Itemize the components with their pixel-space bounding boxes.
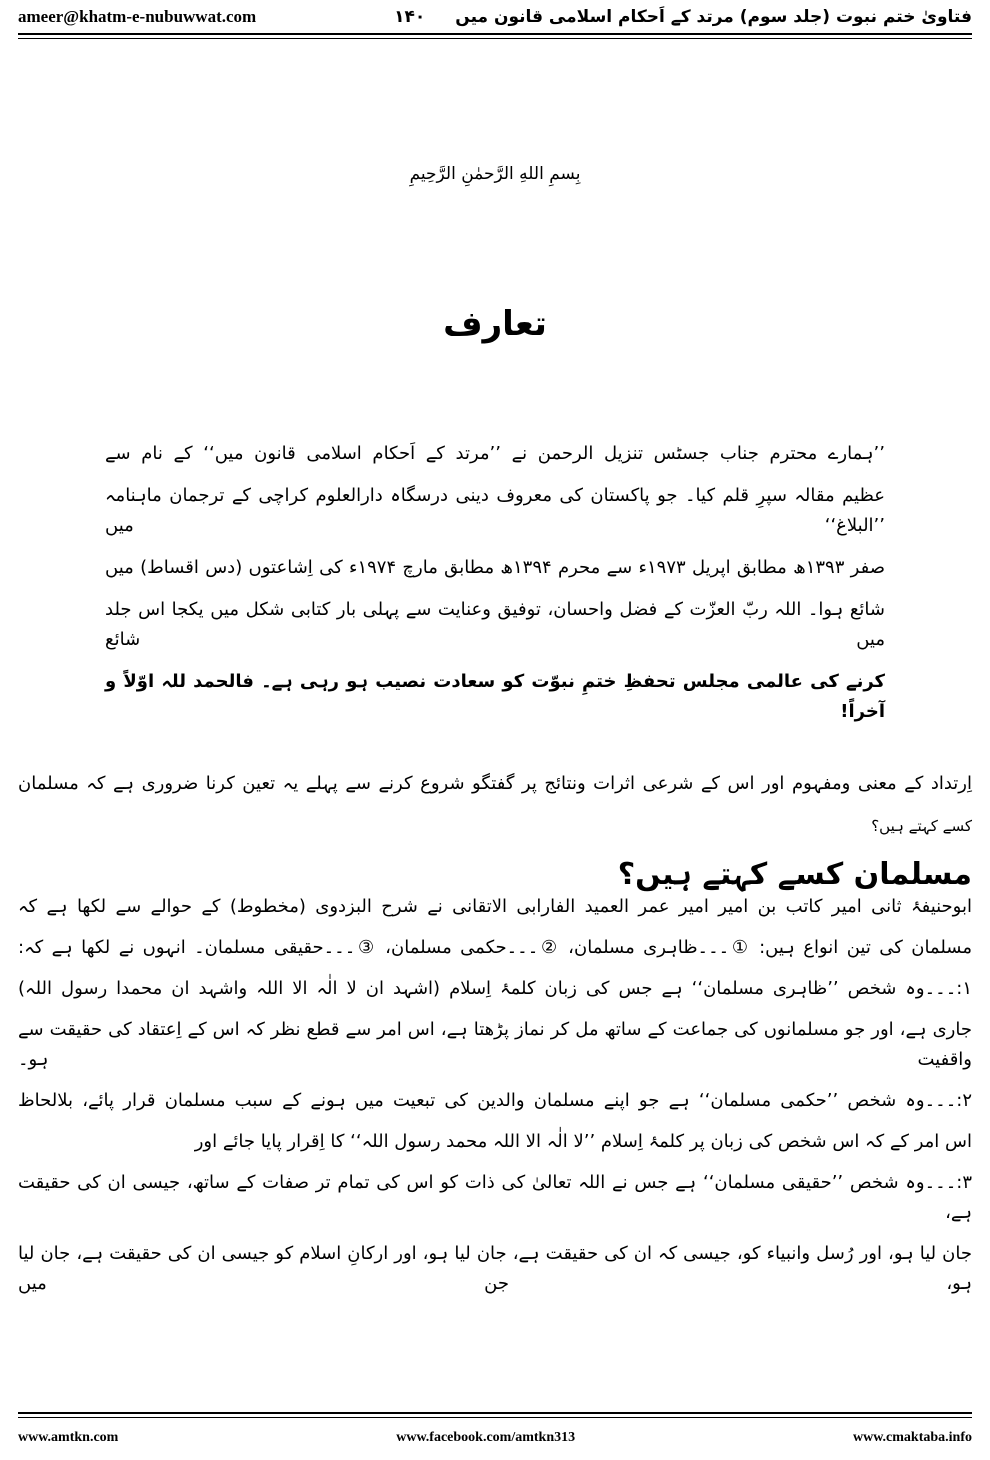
page-number: ۱۴۰	[394, 7, 426, 27]
intro-line: شائع ہوا۔ اللہ ربّ العزّت کے فضل واحسان، توفیق وعنایت سے پہلی بار کتابی شکل میں یکجا اس جلد میں شائع	[105, 599, 885, 650]
page-header	[18, 0, 972, 27]
body-line: ۳:۔۔۔وہ شخص ’’حقیقی مسلمان‘‘ ہے جس نے اللہ تعالیٰ کی ذات کو اس کی تمام تر صفات کے ساتھ، جیسی ان کی حقیقت ہے،	[18, 1172, 972, 1223]
body-line: ۲:۔۔۔وہ شخص ’’حکمی مسلمان‘‘ ہے جو اپنے مسلمان والدین کی تبعیت میں ہونے کے سبب مسلمان قرار پائے، بلالحاظ	[18, 1090, 972, 1111]
body-line: ابوحنیفۂ ثانی امیر کاتب بن امیر امیر عمر العمید الفارابی الاتقانی نے شرح البزدوی (مخطوط) کے حوالے سے لکھا ہے کہ	[18, 896, 972, 917]
body-line: ۱:۔۔۔وہ شخص ’’ظاہری مسلمان‘‘ ہے جس کی زبان کلمۂ اِسلام (اشہد ان لا الٰہ الا اللہ واشہد ان محمدا رسول اللہ)	[18, 978, 972, 999]
intro-line: صفر ۱۳۹۳ھ مطابق اپریل ۱۹۷۳ء سے محرم ۱۳۹۴ھ مطابق مارچ ۱۹۷۴ء کی اِشاعتوں (دس اقساط) میں	[105, 557, 885, 578]
body-line: مسلمان کی تین انواع ہیں: ①۔۔۔ظاہری مسلمان، ②۔۔۔حکمی مسلمان، ③۔۔۔حقیقی مسلمان۔ انہوں نے لکھا ہے کہ:	[18, 937, 972, 958]
bismillah: بِسمِ اللهِ الرَّحمٰنِ الرَّحِیمِ	[409, 164, 581, 184]
intro-line: ’’ہمارے محترم جناب جسٹس تنزیل الرحمن نے ’’مرتد کے اَحکام اسلامی قانون میں‘‘ کے نام سے	[105, 443, 885, 464]
paragraph	[18, 769, 972, 853]
paragraph-line: اِرتداد کے معنی ومفہوم اور اس کے شرعی اثرات ونتائج پر گفتگو شروع کرنے سے پہلے یہ تعین کرنا ضروری ہے کہ مسلمان	[18, 773, 972, 794]
book-title: فتاویٰ ختم نبوت (جلد سوم) مرتد کے اَحکام اسلامی قانون میں	[455, 7, 972, 27]
footer-link-amtkn[interactable]: www.amtkn.com	[18, 1430, 119, 1445]
body-line: اس امر کے کہ اس شخص کی زبان پر کلمۂ اِسلام ’’لا الٰہ الا اللہ محمد رسول اللہ‘‘ کا اِقرار پایا جائے اور	[194, 1131, 972, 1152]
footer-link-facebook[interactable]: www.facebook.com/amtkn313	[396, 1430, 576, 1445]
page-footer	[18, 1406, 972, 1460]
paragraph-line: کسے کہتے ہیں؟	[871, 817, 972, 835]
footer-rule	[18, 1412, 972, 1414]
body-line: جاری ہے، اور جو مسلمانوں کی جماعت کے ساتھ مل کر نماز پڑھتا ہے، اس امر سے قطع نظر کہ اس کے اِعتقاد کی حقیقت سے واقفیت ہو۔	[18, 1019, 972, 1070]
header-email: ameer@khatm-e-nubuwwat.com	[18, 7, 257, 26]
header-rule	[18, 33, 972, 35]
footer-link-cmaktaba[interactable]: www.cmaktaba.info	[852, 1430, 972, 1445]
footer-rule-thin	[18, 1417, 972, 1418]
section-heading: مسلمان کسے کہتے ہیں؟	[617, 857, 972, 892]
header-title-group	[394, 6, 972, 27]
body-line: جان لیا ہو، اور رُسل وانبیاء کو، جیسی کہ ان کی حقیقت ہے، جان لیا ہو، اور ارکانِ اسلام کو جیسی ان کی حقیقت ہے، جان لیا ہو، جن میں	[18, 1243, 972, 1294]
intro-line: عظیم مقالہ سپرِ قلم کیا۔ جو پاکستان کی معروف دینی درسگاہ دارالعلوم کراچی کے ترجمان ماہنامہ ’’البلاغ‘‘ میں	[105, 485, 885, 536]
page-title: تعارف	[443, 304, 547, 344]
header-rule-thin	[18, 38, 972, 39]
intro-line: کرنے کی عالمی مجلس تحفظِ ختمِ نبوّت کو سعادت نصیب ہو رہی ہے۔ فالحمد للہ اوّلاً و آخراً!	[105, 671, 885, 722]
intro-paragraph	[105, 439, 885, 739]
body-text	[18, 892, 972, 1310]
